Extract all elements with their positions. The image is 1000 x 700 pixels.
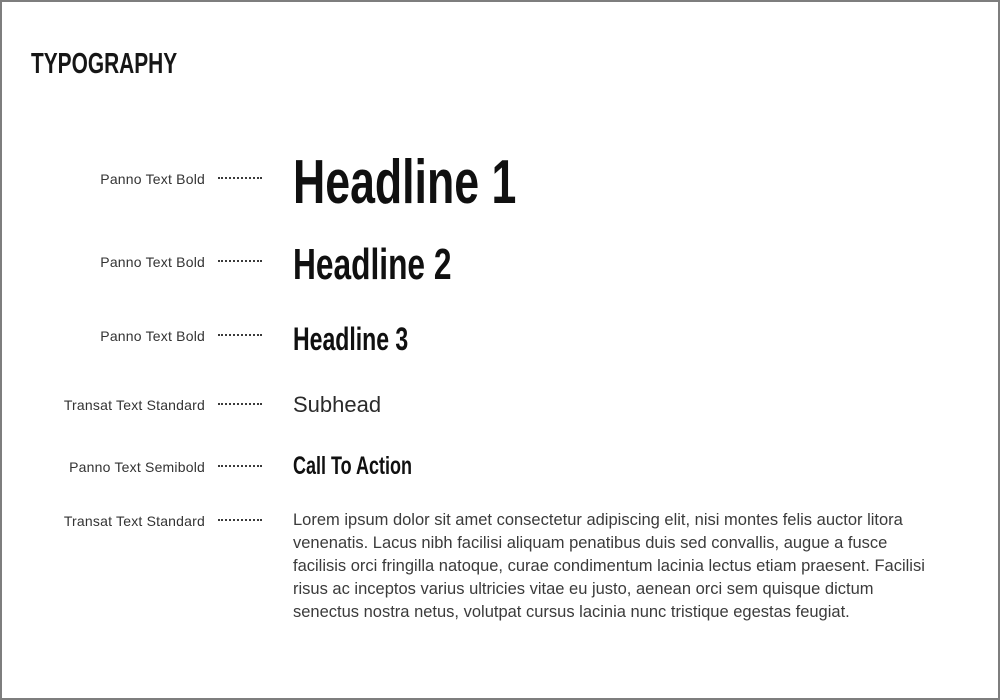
specimen-subhead: Subhead [293, 392, 382, 417]
specimen-headline-3: Headline 3 [293, 321, 409, 357]
dotted-leader-line [218, 403, 262, 405]
specimen-headline-2: Headline 2 [293, 240, 452, 289]
specimen-headline-1: Headline 1 [293, 148, 517, 217]
dotted-leader-line [218, 465, 262, 467]
specimen-body-paragraph: Lorem ipsum dolor sit amet consectetur adipiscing elit, nisi montes felis auctor litora venenatis. Lacus nibh facilisi aliquam penatibus duis sed convallis, augue a fusce facilisis orci fringilla natoque, curae condimentum lacinia lectus etiam praesent. Facilisi risus ac inceptos varius ultricies vitae eu justo, aenean orci sem quisque dictum senectus nostra netus, volutpat cursus lacinia nunc tristique egestas feugiat. [293, 511, 925, 621]
dotted-leader-line [218, 519, 262, 521]
font-name-label-headline3: Panno Text Bold [100, 328, 205, 344]
dotted-leader-line [218, 177, 262, 179]
font-name-label-subhead: Transat Text Standard [63, 397, 205, 413]
font-name-label-body: Transat Text Standard [63, 513, 205, 529]
font-name-label-headline1: Panno Text Bold [100, 171, 205, 187]
dotted-leader-line [218, 260, 262, 262]
font-name-label-headline2: Panno Text Bold [100, 254, 205, 270]
specimen-call-to-action: Call To Action [293, 452, 413, 480]
page-title: TYPOGRAPHY [31, 48, 178, 80]
font-name-label-cta: Panno Text Semibold [69, 459, 205, 475]
dotted-leader-line [218, 334, 262, 336]
